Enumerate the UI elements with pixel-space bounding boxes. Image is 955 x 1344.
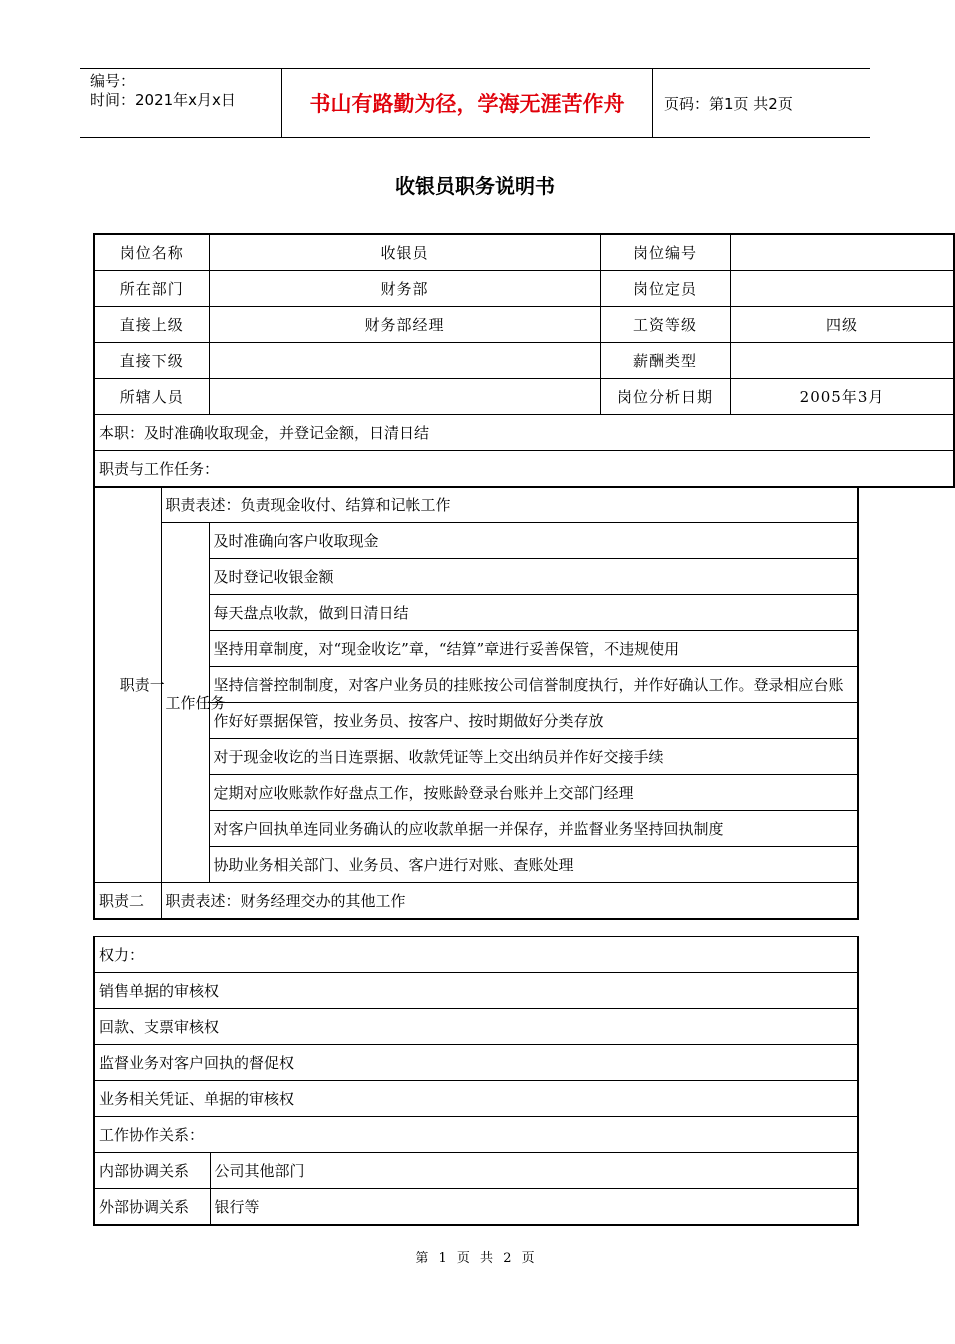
doc-time-label: 时间：2021年x月x日 xyxy=(90,91,236,109)
pay-type-label: 薪酬类型 xyxy=(600,343,730,379)
task-item: 对客户回执单连同业务确认的应收款单据一并保存，并监督业务坚持回执制度 xyxy=(209,811,858,847)
info-row xyxy=(94,234,954,271)
superior-label: 直接上级 xyxy=(94,307,209,343)
header-page-number: 页码：第1页 共2页 xyxy=(664,94,793,113)
doc-number-label: 编号： xyxy=(90,72,136,90)
power-item: 监督业务对客户回执的督促权 xyxy=(94,1045,858,1081)
post-no-label: 岗位编号 xyxy=(600,234,730,271)
quota-label: 岗位定员 xyxy=(600,271,730,307)
analysis-date-value: 2005年3月 xyxy=(730,379,954,415)
task-item: 及时准确向客户收取现金 xyxy=(209,523,858,559)
power-item: 销售单据的审核权 xyxy=(94,973,858,1009)
info-row xyxy=(94,307,954,343)
analysis-date-label: 岗位分析日期 xyxy=(600,379,730,415)
duty-summary: 本职：及时准确收取现金，并登记金额，日清日结 xyxy=(94,415,954,451)
staff-value xyxy=(209,379,600,415)
header-meta xyxy=(80,69,282,137)
salary-grade-value: 四级 xyxy=(730,307,954,343)
powers-heading: 权力： xyxy=(94,937,858,973)
pay-type-value xyxy=(730,343,954,379)
power-item: 业务相关凭证、单据的审核权 xyxy=(94,1081,858,1117)
task-item: 每天盘点收款，做到日清日结 xyxy=(209,595,858,631)
info-row xyxy=(94,271,954,307)
info-row xyxy=(94,343,954,379)
task-item: 及时登记收银金额 xyxy=(209,559,858,595)
task-item: 定期对应收账款作好盘点工作，按账龄登录台账并上交部门经理 xyxy=(209,775,858,811)
duty2-label: 职责二 xyxy=(94,883,161,920)
page-footer: 第 1 页 共 2 页 xyxy=(415,1251,535,1266)
document-title: 收银员职务说明书 xyxy=(395,174,555,198)
relation-label: 内部协调关系 xyxy=(94,1153,210,1189)
task-item: 作好好票据保管，按业务员、按客户、按时期做好分类存放 xyxy=(209,703,858,739)
task-item: 对于现金收讫的当日连票据、收款凭证等上交出纳员并作好交接手续 xyxy=(209,739,858,775)
post-name-value: 收银员 xyxy=(209,234,600,271)
power-item: 回款、支票审核权 xyxy=(94,1009,858,1045)
subordinate-label: 直接下级 xyxy=(94,343,209,379)
duty1-statement: 职责表述：负责现金收付、结算和记帐工作 xyxy=(161,487,858,523)
duties-heading: 职责与工作任务： xyxy=(94,451,954,488)
task-item: 协助业务相关部门、业务员、客户进行对账、查账处理 xyxy=(209,847,858,883)
page-header xyxy=(80,68,870,138)
relation-value: 公司其他部门 xyxy=(210,1153,858,1189)
dept-value: 财务部 xyxy=(209,271,600,307)
job-description-table xyxy=(93,233,955,488)
duty1-tasks-label-text: 工作任务 xyxy=(165,693,226,712)
duty1-label xyxy=(94,487,165,883)
duty1-label-text: 职责一 xyxy=(119,675,165,694)
post-no-value xyxy=(730,234,954,271)
relations-heading: 工作协作关系： xyxy=(94,1117,858,1153)
task-item: 坚持用章制度，对“现金收讫”章，“结算”章进行妥善保管，不违规使用 xyxy=(209,631,858,667)
post-name-label: 岗位名称 xyxy=(94,234,209,271)
powers-relations-table xyxy=(93,936,859,1226)
duty2-statement: 职责表述：财务经理交办的其他工作 xyxy=(161,883,858,920)
superior-value: 财务部经理 xyxy=(209,307,600,343)
relation-label: 外部协调关系 xyxy=(94,1189,210,1226)
staff-label: 所辖人员 xyxy=(94,379,209,415)
info-row xyxy=(94,379,954,415)
subordinate-value xyxy=(209,343,600,379)
task-item: 坚持信誉控制制度，对客户业务员的挂账按公司信誉制度执行，并作好确认工作。登录相应台账 xyxy=(209,667,858,703)
relation-value: 银行等 xyxy=(210,1189,858,1226)
salary-grade-label: 工资等级 xyxy=(600,307,730,343)
quota-value xyxy=(730,271,954,307)
header-motto: 书山有路勤为径，学海无涯苦作舟 xyxy=(282,69,653,137)
dept-label: 所在部门 xyxy=(94,271,209,307)
duty1-tasks-label xyxy=(161,523,226,883)
duties-table xyxy=(93,486,859,920)
